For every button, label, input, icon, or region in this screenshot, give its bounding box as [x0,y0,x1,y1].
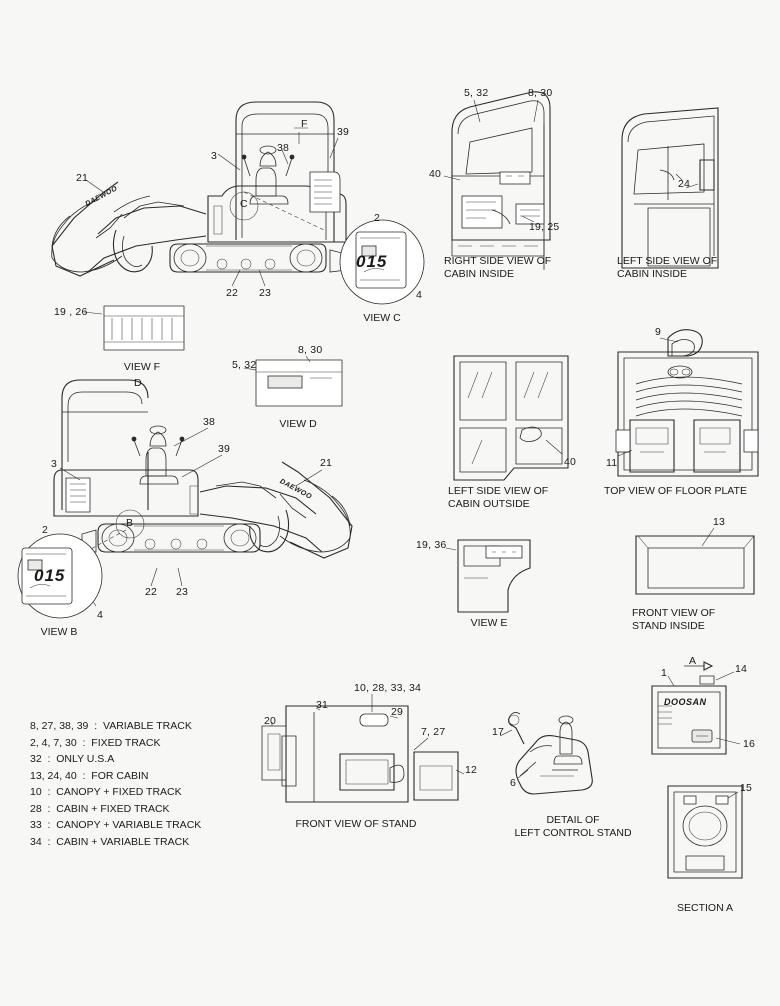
callout-31: 31 [316,699,329,711]
caption-view-f-line1: VIEW F [123,361,161,373]
callout-3-top: 3 [211,150,218,162]
callout-d-arrow: D [134,377,142,389]
callout-39-bottom: 39 [218,443,231,455]
callout-21-bottom: 21 [320,457,333,469]
caption-view-e-line1: VIEW E [470,617,508,629]
callout-23-bottom: 23 [176,586,189,598]
caption-detail-left-control-line2: LEFT CONTROL STAND [514,827,632,839]
caption-view-c-line1: VIEW C [363,312,401,324]
callout-a-section: A [689,655,697,667]
caption-front-stand-inside-line1: FRONT VIEW OF [632,607,716,619]
callout-15: 15 [740,782,753,794]
floor-plate-art [616,330,758,476]
callout-c-arrow: C [240,198,248,210]
caption-left-cabin-inside-line2: CABIN INSIDE [617,268,688,280]
callout-11: 11 [606,457,618,469]
caption-detail-left-control [493,814,653,840]
callout-19-26: 19 , 26 [54,306,88,318]
callout-40-left-cabin: 40 [564,456,577,468]
caption-front-view-stand [276,818,436,831]
callout-22-top: 22 [226,287,239,299]
callout-21-top: 21 [76,172,89,184]
callout-13: 13 [713,516,726,528]
callout-40-right-cabin: 40 [429,168,442,180]
legend-line-4: 13, 24, 40 : FOR CABIN [30,769,149,782]
caption-left-cabin-outside-line1: LEFT SIDE VIEW OF [448,485,549,497]
excavator-bottom-assembly [54,380,352,558]
legend-line-5: 10 : CANOPY + FIXED TRACK [30,786,182,798]
caption-right-cabin-inside-line1: RIGHT SIDE VIEW OF [444,255,552,267]
brand-mark-boom-top: DAEWOO [84,185,119,208]
callout-38-bottom: 38 [203,416,216,428]
callout-16: 16 [743,738,756,750]
callout-1: 1 [661,667,668,679]
callout-2-top: 2 [374,212,381,224]
legend-line-1: 8, 27, 38, 39 : VARIABLE TRACK [30,720,192,732]
callout-39-top: 39 [337,126,350,138]
legend-line-7: 33 : CANOPY + VARIABLE TRACK [30,819,202,831]
callout-f-arrow: F [301,118,308,130]
brand-mark-view-c: 015 [356,252,388,271]
callout-23-top: 23 [259,287,272,299]
caption-view-c [352,312,412,325]
caption-view-f [112,361,172,374]
callout-8-30-right-cabin: 8, 30 [528,87,553,99]
caption-front-view-stand-line1: FRONT VIEW OF STAND [295,818,417,830]
legend-line-8: 34 : CABIN + VARIABLE TRACK [30,835,190,848]
callout-38-top: 38 [277,142,290,154]
callout-12: 12 [465,764,478,776]
caption-left-cabin-inside [617,255,767,281]
caption-front-stand-inside-line2: STAND INSIDE [632,620,705,632]
callout-22-bottom: 22 [145,586,158,598]
caption-right-cabin-inside-line2: CABIN INSIDE [444,268,515,280]
callout-20: 20 [264,715,277,727]
caption-section-a-line1: SECTION A [676,902,733,914]
legend-block [30,718,201,850]
caption-view-e [459,617,519,630]
callout-14: 14 [735,663,748,675]
view-d-detail [244,356,342,406]
right-cabin-inside-art [444,92,550,270]
callout-10-28-33-34: 10, 28, 33, 34 [354,682,422,694]
caption-left-cabin-outside [448,485,598,511]
callout-19-25: 19, 25 [529,221,560,233]
callout-19-36: 19, 36 [416,539,447,551]
callout-6: 6 [510,777,517,789]
brand-mark-boom-bottom: DAEWOO [278,478,313,501]
brand-mark-section-a: DOOSAN [664,697,707,707]
callout-4-bottom: 4 [97,609,104,621]
caption-section-a [655,902,755,915]
stand-inside-art [636,528,754,594]
caption-view-b-line1: VIEW B [40,626,78,638]
callout-8-30-view-d: 8, 30 [298,344,323,356]
caption-left-cabin-outside-line2: CABIN OUTSIDE [448,498,530,510]
caption-left-cabin-inside-line1: LEFT SIDE VIEW OF [617,255,718,267]
caption-view-b [29,626,89,639]
callout-2-bottom: 2 [42,524,49,536]
front-view-stand-art [262,694,464,802]
legend-line-3: 32 : ONLY U.S.A [30,753,115,765]
callout-3-bottom: 3 [51,458,58,470]
left-cabin-outside-art [454,356,568,480]
view-f-detail [84,306,184,350]
caption-view-d-line1: VIEW D [279,418,317,430]
caption-right-cabin-inside [444,255,594,281]
callout-24: 24 [678,178,691,190]
caption-detail-left-control-line1: DETAIL OF [546,814,600,826]
brand-mark-view-b: 015 [34,566,66,585]
caption-top-floor-plate [604,485,779,498]
legend-line-2: 2, 4, 7, 30 : FIXED TRACK [30,736,161,749]
callout-4-top: 4 [416,289,423,301]
callout-7-27: 7, 27 [421,726,446,738]
legend-line-6: 28 : CABIN + FIXED TRACK [30,802,170,815]
callout-29: 29 [391,706,404,718]
caption-view-d [268,418,328,431]
caption-front-stand-inside [632,607,780,633]
callout-5-32-right-cabin: 5, 32 [464,87,489,99]
left-cabin-inside-art [622,108,718,268]
callout-5-32-view-d: 5, 32 [232,359,257,371]
callout-17: 17 [492,726,505,738]
section-a-art [668,786,742,878]
caption-top-floor-plate-line1: TOP VIEW OF FLOOR PLATE [604,485,747,497]
callout-9: 9 [655,326,662,338]
callout-b-arrow: B [126,517,134,529]
view-e-art [446,540,530,612]
